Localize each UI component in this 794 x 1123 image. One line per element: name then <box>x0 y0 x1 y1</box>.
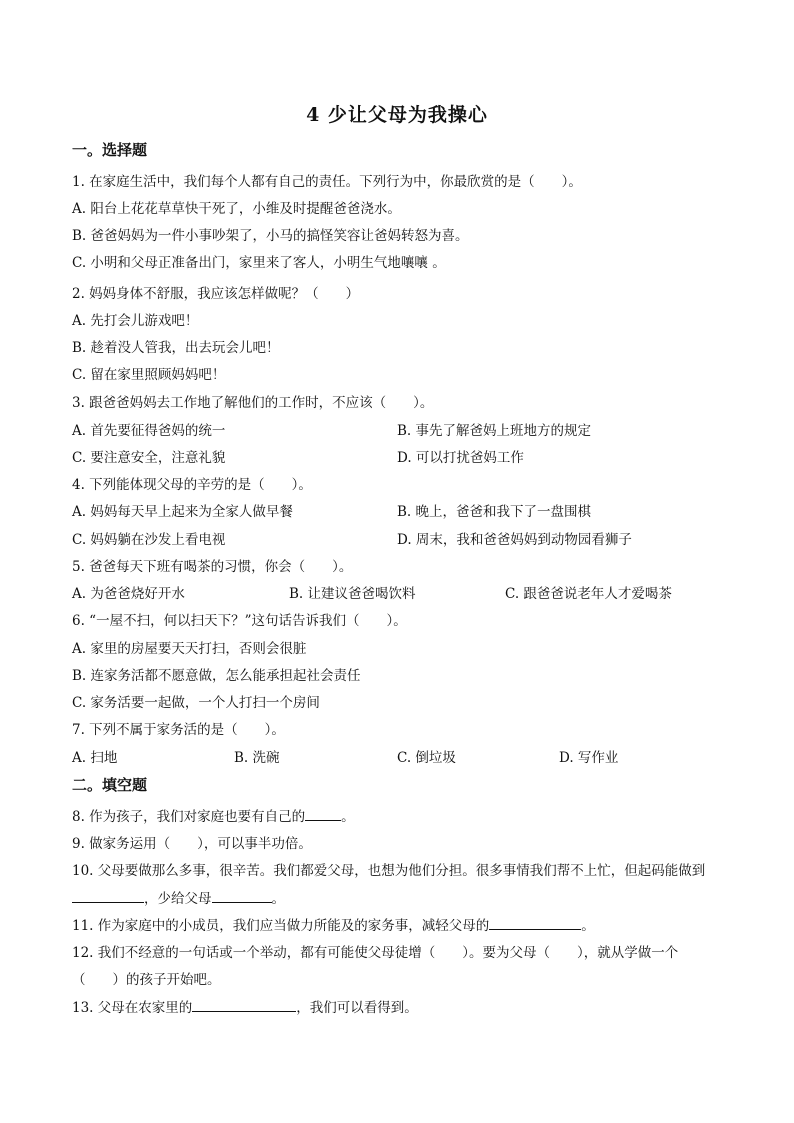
q10-blank-1[interactable] <box>72 890 144 903</box>
q7-stem: 7. 下列不属于家务活的是（ ）。 <box>72 722 285 738</box>
section-fill-heading: 二。填空题 <box>72 776 148 794</box>
q10-line2 <box>72 887 285 907</box>
q7-option-c: C. 倒垃圾 <box>397 750 456 766</box>
q13-text: 13. 父母在农家里的 <box>72 1000 193 1016</box>
q13-blank[interactable] <box>192 999 296 1012</box>
q11-text: 11. 作为家庭中的小成员，我们应当做力所能及的家务事，减轻父母的 <box>72 918 490 934</box>
q11-blank[interactable] <box>489 917 581 930</box>
q9-line: 9. 做家务运用（ ），可以事半功倍。 <box>72 836 312 852</box>
q13-line <box>72 996 418 1016</box>
q1-stem: 1. 在家庭生活中，我们每个人都有自己的责任。下列行为中，你最欣赏的是（ ）。 <box>72 174 582 190</box>
q7-option-b: B. 洗碗 <box>234 750 280 766</box>
q8-blank[interactable] <box>305 808 341 821</box>
q10-line1: 10. 父母要做那么多事，很辛苦。我们都爱父母，也想为他们分担。很多事情我们帮不上忙，但起码能做到 <box>72 863 706 879</box>
q4-option-b: B. 晚上，爸爸和我下了一盘围棋 <box>397 504 592 520</box>
section-choice-heading: 一。选择题 <box>72 141 148 159</box>
q2-option-a: A. 先打会儿游戏吧！ <box>72 313 199 329</box>
q6-option-a: A. 家里的房屋要天天打扫，否则会很脏 <box>72 641 307 657</box>
q8-line <box>72 805 355 825</box>
q5-stem: 5. 爸爸每天下班有喝茶的习惯，你会（ ）。 <box>72 559 353 575</box>
q2-stem: 2. 妈妈身体不舒服，我应该怎样做呢？（ ） <box>72 286 360 302</box>
q12-line1: 12. 我们不经意的一句话或一个举动，都有可能使父母徒增（ ）。要为父母（ ），就从学做一个 <box>72 945 679 961</box>
q5-option-c: C. 跟爸爸说老年人才爱喝茶 <box>505 586 672 602</box>
q10-blank-2[interactable] <box>212 890 272 903</box>
q12-line2: （ ）的孩子开始吧。 <box>72 972 221 988</box>
q7-option-a: A. 扫地 <box>72 750 118 766</box>
q11-line <box>72 914 595 934</box>
q2-option-c: C. 留在家里照顾妈妈吧！ <box>72 367 226 383</box>
q13-end: ，我们可以看得到。 <box>296 1000 418 1016</box>
q11-end: 。 <box>581 918 595 934</box>
q4-option-d: D. 周末，我和爸爸妈妈到动物园看狮子 <box>397 532 632 548</box>
q1-option-a: A. 阳台上花花草草快干死了，小维及时提醒爸爸浇水。 <box>72 201 401 217</box>
q10-end: 。 <box>271 891 285 907</box>
q4-option-a: A. 妈妈每天早上起来为全家人做早餐 <box>72 504 293 520</box>
q3-option-b: B. 事先了解爸妈上班地方的规定 <box>397 423 592 439</box>
q5-option-b: B. 让建议爸爸喝饮料 <box>289 586 416 602</box>
q6-stem: 6. “一屋不扫，何以扫天下？”这句话告诉我们（ ）。 <box>72 613 407 629</box>
q1-option-c: C. 小明和父母正准备出门，家里来了客人，小明生气地嚷嚷 。 <box>72 255 446 271</box>
q5-option-a: A. 为爸爸烧好开水 <box>72 586 185 602</box>
q8-end: 。 <box>341 809 355 825</box>
q4-option-c: C. 妈妈躺在沙发上看电视 <box>72 532 226 548</box>
q3-option-d: D. 可以打扰爸妈工作 <box>397 450 524 466</box>
q6-option-c: C. 家务活要一起做，一个人打扫一个房间 <box>72 695 320 711</box>
q4-stem: 4. 下列能体现父母的辛劳的是（ ）。 <box>72 477 312 493</box>
q8-text: 8. 作为孩子，我们对家庭也要有自己的 <box>72 809 306 825</box>
q10-mid-text: ，少给父母 <box>144 891 212 907</box>
q3-option-c: C. 要注意安全，注意礼貌 <box>72 450 226 466</box>
q3-option-a: A. 首先要征得爸妈的统一 <box>72 423 226 439</box>
q3-stem: 3. 跟爸爸妈妈去工作地了解他们的工作时，不应该（ ）。 <box>72 395 434 411</box>
page-title: 4 少让父母为我操心 <box>306 104 488 126</box>
q1-option-b: B. 爸爸妈妈为一件小事吵架了，小马的搞怪笑容让爸妈转怒为喜。 <box>72 228 469 244</box>
q7-option-d: D. 写作业 <box>559 750 619 766</box>
q6-option-b: B. 连家务活都不愿意做，怎么能承担起社会责任 <box>72 668 361 684</box>
q2-option-b: B. 趁着没人管我，出去玩会儿吧！ <box>72 340 280 356</box>
